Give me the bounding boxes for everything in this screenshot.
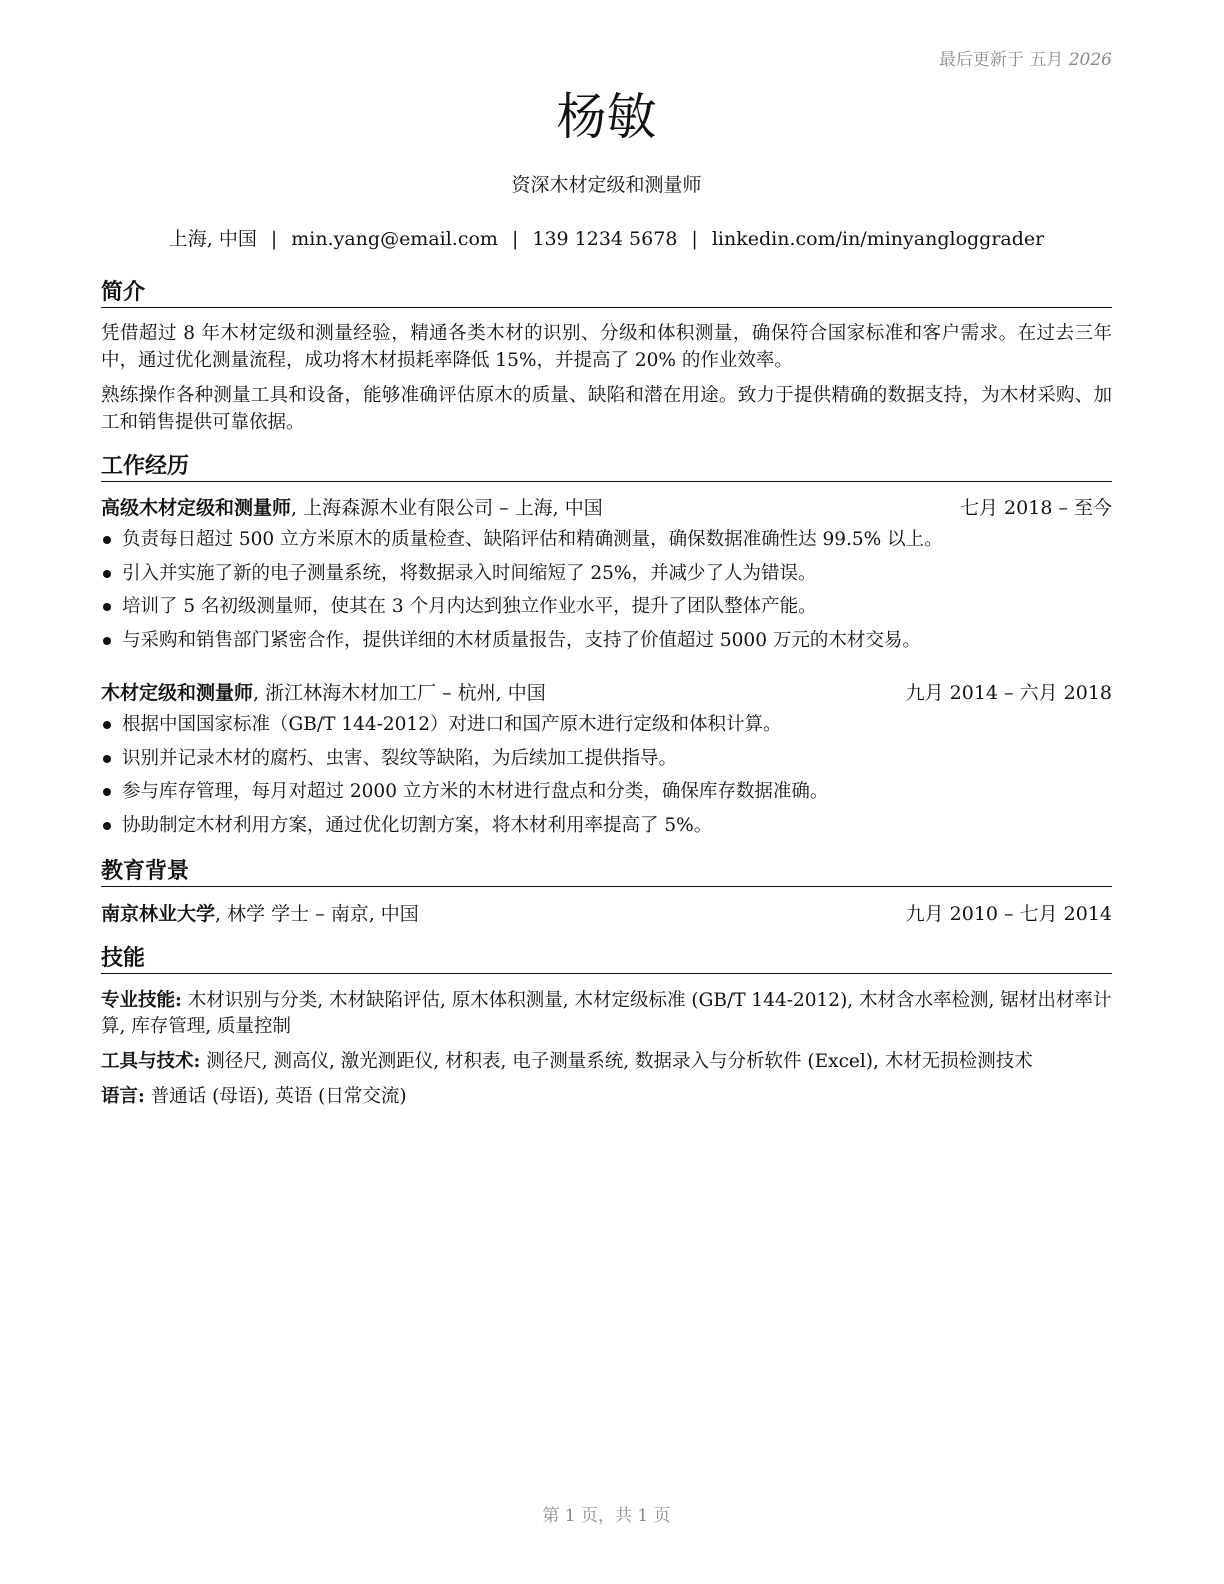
summary-paragraph: 熟练操作各种测量工具和设备，能够准确评估原木的质量、缺陷和潜在用途。致力于提供精确的数据支持，为木材采购、加工和销售提供可靠依据。: [101, 385, 1112, 433]
job-role: 木材定级和测量师: [101, 682, 254, 704]
skill-label: 工具与技术:: [101, 1051, 201, 1072]
list-item: [101, 812, 1112, 846]
contact-line: [101, 224, 1112, 251]
job-org: , 上海森源木业有限公司 – 上海, 中国: [291, 497, 603, 519]
bullet-icon: [103, 755, 111, 763]
bullet-text: 与采购和销售部门紧密合作，提供详细的木材质量报告，支持了价值超过 5000 万元的木材交易。: [122, 629, 921, 651]
bullet-icon: [103, 788, 111, 796]
contact-separator: |: [270, 228, 278, 250]
bullet-text: 引入并实施了新的电子测量系统，将数据录入时间缩短了 25%，并减少了人为错误。: [122, 562, 817, 584]
last-updated-year: 2026: [1068, 50, 1112, 70]
job-header: [101, 680, 1112, 706]
contact-linkedin[interactable]: linkedin.com/in/minyangloggrader: [711, 228, 1045, 250]
job-role: 高级木材定级和测量师: [101, 497, 292, 519]
page-number: 第 1 页，共 1 页: [542, 1506, 671, 1526]
contact-phone: 139 1234 5678: [532, 228, 678, 250]
education-dates: 九月 2010 – 七月 2014: [905, 903, 1112, 925]
bullet-text: 根据中国国家标准（GB/T 144-2012）对进口和国产原木进行定级和体积计算。: [122, 714, 782, 735]
school-name: 南京林业大学: [101, 903, 216, 925]
section-title-experience: 工作经历: [101, 451, 1112, 482]
list-item: [101, 745, 1112, 779]
job-bullets: [101, 526, 1112, 660]
job-header: [101, 495, 1112, 521]
person-name: 杨敏: [556, 88, 657, 146]
job-bullets: [101, 711, 1112, 845]
education-entry: [101, 901, 1112, 927]
job-dates: 九月 2014 – 六月 2018: [905, 682, 1112, 704]
degree-detail: , 林学 学士 – 南京, 中国: [215, 903, 419, 925]
skill-row: [101, 988, 1112, 1040]
section-title-education: 教育背景: [101, 856, 1112, 887]
last-updated-prefix: 最后更新于 五月: [938, 50, 1064, 70]
skill-row: [101, 1084, 1112, 1110]
skill-label: 语言:: [101, 1086, 145, 1107]
bullet-icon: [103, 721, 111, 729]
bullet-icon: [103, 570, 111, 578]
job-title: 资深木材定级和测量师: [511, 174, 702, 196]
list-item: [101, 526, 1112, 560]
list-item: [101, 778, 1112, 812]
section-title-skills: 技能: [101, 943, 1112, 974]
list-item: [101, 711, 1112, 745]
bullet-text: 负责每日超过 500 立方米原木的质量检查、缺陷评估和精确测量，确保数据准确性达 99.5% 以上。: [122, 529, 943, 550]
section-title-summary: 简介: [101, 277, 1112, 308]
job-dates: 七月 2018 – 至今: [960, 497, 1112, 519]
bullet-text: 培训了 5 名初级测量师，使其在 3 个月内达到独立作业水平，提升了团队整体产能。: [122, 596, 817, 617]
list-item: [101, 627, 1112, 661]
contact-separator: |: [691, 228, 698, 250]
contact-location: 上海, 中国: [168, 228, 257, 250]
skill-value: 测径尺, 测高仪, 激光测距仪, 材积表, 电子测量系统, 数据录入与分析软件 (Excel), 木材无损检测技术: [200, 1051, 1033, 1072]
list-item: [101, 593, 1112, 627]
skill-value: 木材识别与分类, 木材缺陷评估, 原木体积测量, 木材定级标准 (GB/T 144-2012), 木材含水率检测, 锯材出材率计算, 库存管理, 质量控制: [101, 990, 1112, 1037]
skill-value: 普通话 (母语), 英语 (日常交流): [144, 1086, 407, 1107]
bullet-icon: [103, 822, 111, 830]
last-updated: [939, 45, 1112, 70]
resume-page: [101, 0, 1112, 1584]
bullet-text: 协助制定木材利用方案，通过优化切割方案，将木材利用率提高了 5%。: [122, 814, 713, 836]
job-org: , 浙江林海木材加工厂 – 杭州, 中国: [253, 682, 546, 704]
summary-paragraph: 凭借超过 8 年木材定级和测量经验，精通各类木材的识别、分级和体积测量，确保符合国家标准和客户需求。在过去三年中，通过优化测量流程，成功将木材损耗率降低 15%，并提高了 20% 的作业效率。: [101, 323, 1112, 371]
contact-email[interactable]: min.yang@email.com: [291, 228, 498, 250]
bullet-icon: [103, 603, 111, 611]
contact-separator: |: [511, 228, 519, 250]
skill-label: 专业技能:: [101, 990, 182, 1011]
list-item: [101, 560, 1112, 594]
bullet-icon: [103, 637, 111, 645]
bullet-text: 识别并记录木材的腐朽、虫害、裂纹等缺陷，为后续加工提供指导。: [122, 747, 678, 769]
skill-row: [101, 1049, 1112, 1075]
bullet-text: 参与库存管理，每月对超过 2000 立方米的木材进行盘点和分类，确保库存数据准确。: [122, 781, 829, 802]
bullet-icon: [103, 536, 111, 544]
